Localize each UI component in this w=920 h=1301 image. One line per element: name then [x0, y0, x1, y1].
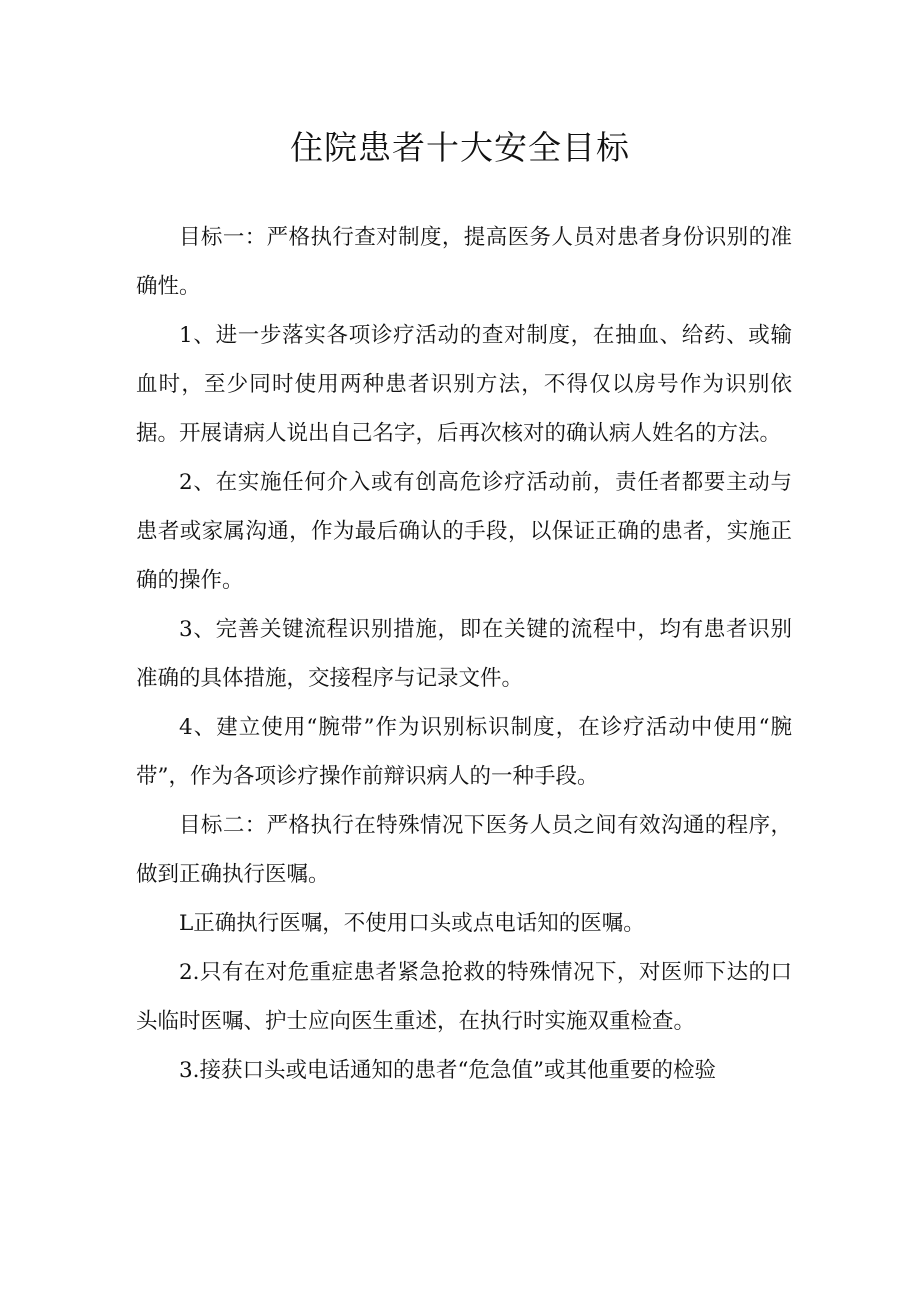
paragraph-goal-one: 目标一：严格执行查对制度，提高医务人员对患者身份识别的准确性。 — [136, 225, 792, 299]
document-title: 住院患者十大安全目标 — [290, 128, 630, 167]
paragraph-goal-one-item-3: 3、完善关键流程识别措施，即在关键的流程中，均有患者识别准确的具体措施，交接程序与记录文件。 — [136, 617, 792, 691]
paragraph-goal-two: 目标二：严格执行在特殊情况下医务人员之间有效沟通的程序，做到正确执行医嘱。 — [136, 813, 792, 887]
paragraph-goal-two-item-1: L正确执行医嘱，不使用口头或点电话知的医嘱。 — [179, 911, 645, 936]
paragraph-goal-one-item-2: 2、在实施任何介入或有创高危诊疗活动前，责任者都要主动与患者或家属沟通，作为最后确认的手段，以保证正确的患者，实施正确的操作。 — [136, 470, 792, 593]
paragraph-goal-two-item-3: 3.接获口头或电话通知的患者“危急值”或其他重要的检验 — [179, 1058, 716, 1083]
paragraph-goal-one-item-4: 4、建立使用“腕带”作为识别标识制度，在诊疗活动中使用“腕带”，作为各项诊疗操作前辩识病人的一种手段。 — [136, 715, 792, 789]
document-body — [136, 213, 792, 1095]
paragraph-goal-one-item-1: 1、进一步落实各项诊疗活动的查对制度，在抽血、给药、或输血时，至少同时使用两种患者识别方法，不得仅以房号作为识别依据。开展请病人说出自己名字，后再次核对的确认病人姓名的方法。 — [136, 323, 792, 446]
paragraph-goal-two-item-2: 2.只有在对危重症患者紧急抢救的特殊情况下，对医师下达的口头临时医嘱、护士应向医生重述，在执行时实施双重检查。 — [136, 960, 792, 1034]
